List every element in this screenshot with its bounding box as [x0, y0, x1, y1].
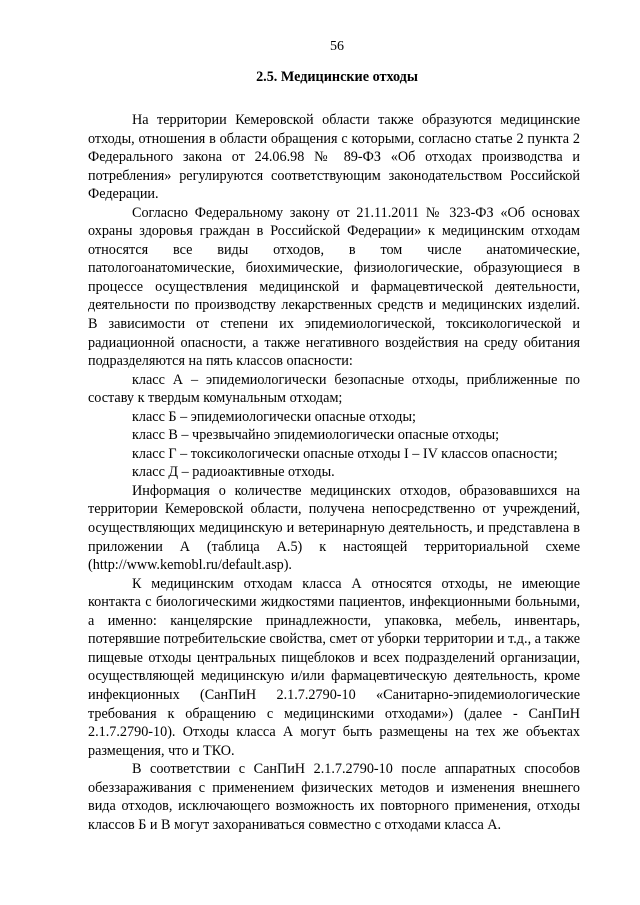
- paragraph-class-a-waste: К медицинским отходам класса А относятся отходы, не имеющие контакта с биологическими жидкостями пациентов, инфекционными больными, а именно: канцелярские принадлежности, упаковка, мебель, инвентарь, потерявшие потребительские свойства, смет от уборки территории и т.д., а также пищевые отходы центральных пищеблоков и всех подразделений организации, осуществляющей медицинскую и/или фармацевтическую деятельность, кроме инфекционных (СанПиН 2.1.7.2790-10 «Санитарно-эпидемиологические требования к обращению с медицинскими отходами») (далее - СанПиН 2.1.7.2790-10). Отходы класса А могут быть размещены на тех же объектах размещения, что и ТКО.: [88, 575, 580, 759]
- document-body: [88, 111, 580, 834]
- paragraph-waste-info: Информация о количестве медицинских отходов, образовавшихся на территории Кемеровской области, получена непосредственно от учреждений, осуществляющих медицинскую и ветеринарную деятельность, и представлена в приложении А (таблица А.5) к настоящей территориальной схеме (http://www.kemobl.ru/default.asp).: [88, 482, 580, 574]
- list-item-class-b: класс Б – эпидемиологически опасные отходы;: [132, 408, 416, 425]
- list-item-class-g: класс Г – токсикологически опасные отходы I – IV классов опасности;: [132, 445, 558, 462]
- paragraph-intro: На территории Кемеровской области также образуются медицинские отходы, отношения в области обращения с которыми, согласно статье 2 пункта 2 Федерального закона от 24.06.98 № 89-ФЗ «Об отходах производства и потребления» регулируются соответствующим законодательством Российской Федерации.: [88, 112, 580, 203]
- page-number: 56: [330, 39, 344, 54]
- paragraph-federal-law: Согласно Федеральному закону от 21.11.2011 № 323-ФЗ «Об основах охраны здоровья граждан в Российской Федерации» к медицинским отходам относятся все виды отходов, в том числе анатомические, патологоанатомические, биохимические, физиологические, образующиеся в процессе осуществления медицинской и фармацевтической деятельности, деятельности по производству лекарственных средств и медицинских изделий. В зависимости от степени их эпидемиологической, токсикологической и радиационной опасности, а также негативного воздействия на среду обитания подразделяются на пять классов опасности:: [88, 204, 580, 370]
- document-page: [88, 38, 580, 834]
- list-item-class-a: класс А – эпидемиологически безопасные отходы, приближенные по составу к твердым комунальным отходам;: [88, 371, 580, 407]
- paragraph-sanpin: В соответствии с СанПиН 2.1.7.2790-10 после аппаратных способов обеззараживания с применением физических методов и изменения внешнего вида отходов, исключающего возможность их повторного применения, отходы классов Б и В могут захораниваться совместно с отходами класса А.: [88, 761, 580, 833]
- section-title: 2.5. Медицинские отходы: [256, 69, 418, 85]
- list-item-class-d: класс Д – радиоактивные отходы.: [132, 464, 335, 481]
- list-item-class-v: класс В – чрезвычайно эпидемиологически опасные отходы;: [132, 427, 500, 444]
